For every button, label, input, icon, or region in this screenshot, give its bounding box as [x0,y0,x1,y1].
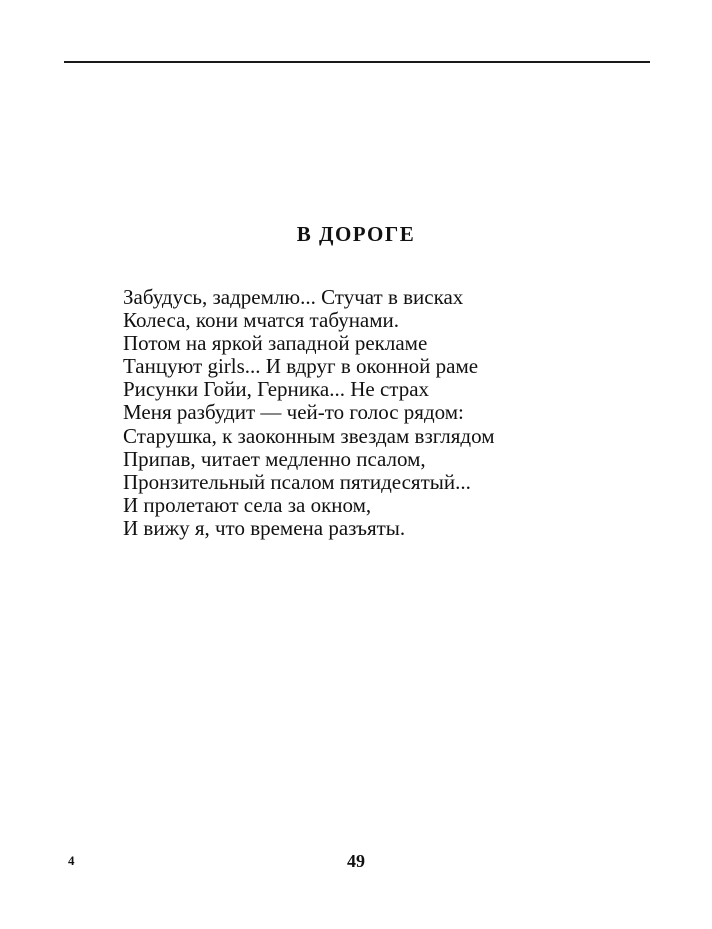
poem-title: В ДОРОГЕ [296,222,416,246]
poem-line: И вижу я, что времена разъяты. [123,515,406,540]
top-rule [64,61,650,63]
poem-line: Старушка, к заоконным звездам взглядом [123,423,495,448]
signature-mark: 4 [68,853,75,868]
poem-line: Потом на яркой западной рекламе [123,331,428,356]
poem-body [123,286,495,540]
poem-line: И пролетают села за окном, [123,492,372,517]
poem-line: Танцуют girls... И вдруг в оконной раме [123,354,479,379]
page-number: 49 [347,851,365,871]
poem-line: Пронзительный псалом пятидесятый... [123,469,471,494]
poem-line: Припав, читает медленно псалом, [123,446,426,471]
poem-line: Меня разбудит — чей-то голос рядом: [123,400,464,425]
poem-line: Колеса, кони мчатся табунами. [123,308,400,333]
poem-line: Забудусь, задремлю... Стучат в висках [123,285,464,309]
poem-line: Рисунки Гойи, Герника... Не страх [123,377,430,402]
